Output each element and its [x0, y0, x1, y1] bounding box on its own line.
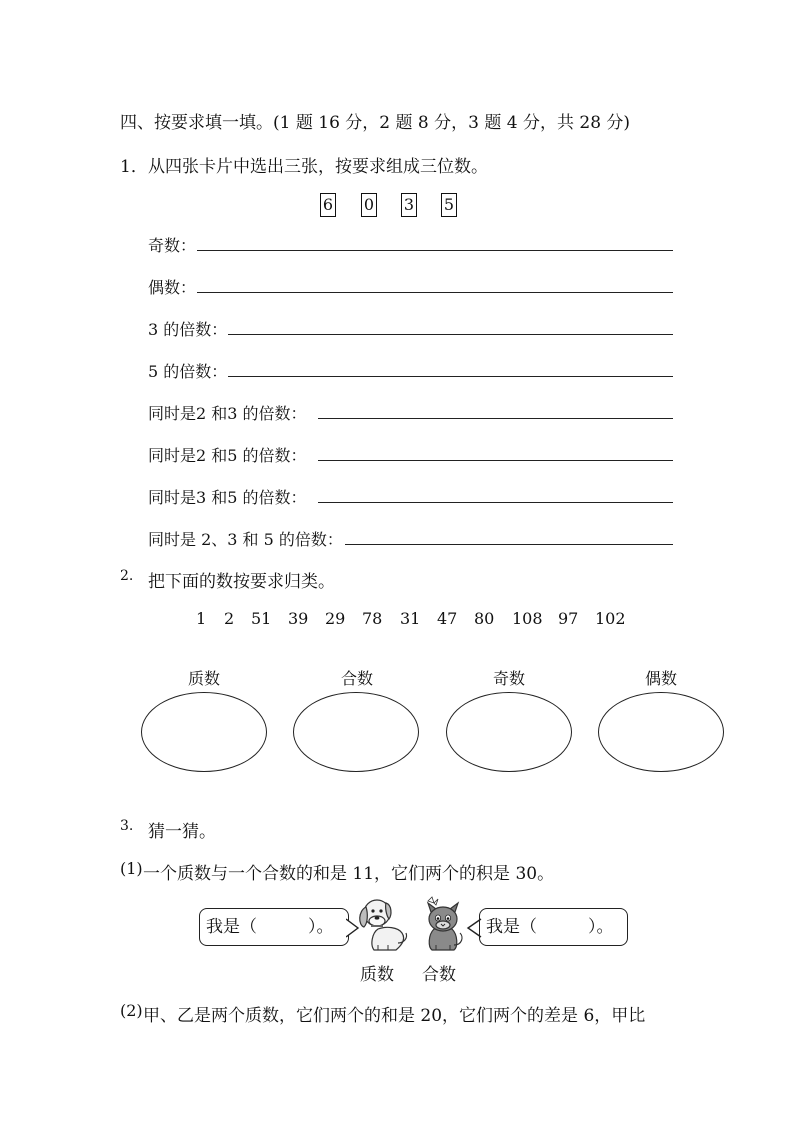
- category-oval-prime[interactable]: [141, 692, 267, 772]
- number-item: 29: [325, 609, 346, 628]
- category-oval-odd[interactable]: [446, 692, 572, 772]
- answer-line-odd[interactable]: [197, 250, 673, 251]
- number-item: 108: [512, 609, 543, 628]
- category-label-composite: 合数: [340, 669, 373, 688]
- cat-icon: [418, 893, 468, 953]
- q1-text: 从四张卡片中选出三张，按要求组成三位数。: [148, 157, 488, 177]
- answer-line-multiple-2-3[interactable]: [318, 418, 673, 419]
- prompt-multiple-5: 5 的倍数：: [148, 362, 228, 381]
- number-card: 5: [441, 193, 457, 217]
- prompt-multiple-2-3-5: 同时是 2、3 和 5 的倍数：: [148, 530, 343, 549]
- section-heading: 四、按要求填一填。(1 题 16 分，2 题 8 分，3 题 4 分，共 28 分): [120, 113, 631, 133]
- prompt-odd: 奇数：: [148, 236, 197, 255]
- q1-number: 1．: [120, 157, 148, 177]
- category-label-even: 偶数: [644, 669, 677, 688]
- number-card: 0: [361, 193, 377, 217]
- answer-line-multiple-3-5[interactable]: [318, 502, 673, 503]
- bubble-left-text: 我是（ ）。: [206, 917, 334, 937]
- dog-label: 质数: [360, 965, 394, 985]
- number-item: 97: [558, 609, 579, 628]
- prompt-multiple-3-5: 同时是3 和5 的倍数：: [148, 488, 307, 507]
- q3-part2-text: 甲、乙是两个质数，它们两个的和是 20，它们两个的差是 6，甲比: [143, 1006, 646, 1026]
- q3-part2-number: (2): [120, 1001, 143, 1020]
- prompt-even: 偶数：: [148, 278, 197, 297]
- number-item: 1: [196, 609, 207, 628]
- speech-bubble-right: [479, 908, 628, 946]
- category-label-odd: 奇数: [492, 669, 525, 688]
- q3-part1-number: (1): [120, 859, 143, 878]
- q3-part1-text: 一个质数与一个合数的和是 11，它们两个的积是 30。: [143, 864, 555, 884]
- answer-line-multiple-2-5[interactable]: [318, 460, 673, 461]
- bubble-right-text: 我是（ ）。: [486, 917, 614, 937]
- speech-bubble-left: [199, 908, 349, 946]
- number-item: 31: [400, 609, 421, 628]
- number-item: 78: [362, 609, 383, 628]
- cat-label: 合数: [422, 965, 456, 985]
- number-card: 6: [320, 193, 336, 217]
- category-oval-composite[interactable]: [293, 692, 419, 772]
- q2-number: 2.: [120, 568, 134, 584]
- prompt-multiple-2-5: 同时是2 和5 的倍数：: [148, 446, 307, 465]
- category-label-prime: 质数: [187, 669, 220, 688]
- answer-line-multiple-3[interactable]: [228, 334, 673, 335]
- prompt-multiple-2-3: 同时是2 和3 的倍数：: [148, 404, 307, 423]
- q3-text: 猜一猜。: [148, 822, 216, 842]
- dog-icon: [352, 893, 410, 953]
- number-item: 39: [288, 609, 309, 628]
- q2-text: 把下面的数按要求归类。: [148, 572, 335, 592]
- q3-number: 3.: [120, 818, 134, 834]
- prompt-multiple-3: 3 的倍数：: [148, 320, 228, 339]
- number-item: 51: [251, 609, 272, 628]
- number-item: 80: [474, 609, 495, 628]
- number-item: 2: [224, 609, 235, 628]
- number-card: 3: [401, 193, 417, 217]
- answer-line-even[interactable]: [197, 292, 673, 293]
- category-oval-even[interactable]: [598, 692, 724, 772]
- answer-line-multiple-5[interactable]: [228, 376, 673, 377]
- number-item: 47: [437, 609, 458, 628]
- answer-line-multiple-2-3-5[interactable]: [345, 544, 673, 545]
- number-item: 102: [595, 609, 626, 628]
